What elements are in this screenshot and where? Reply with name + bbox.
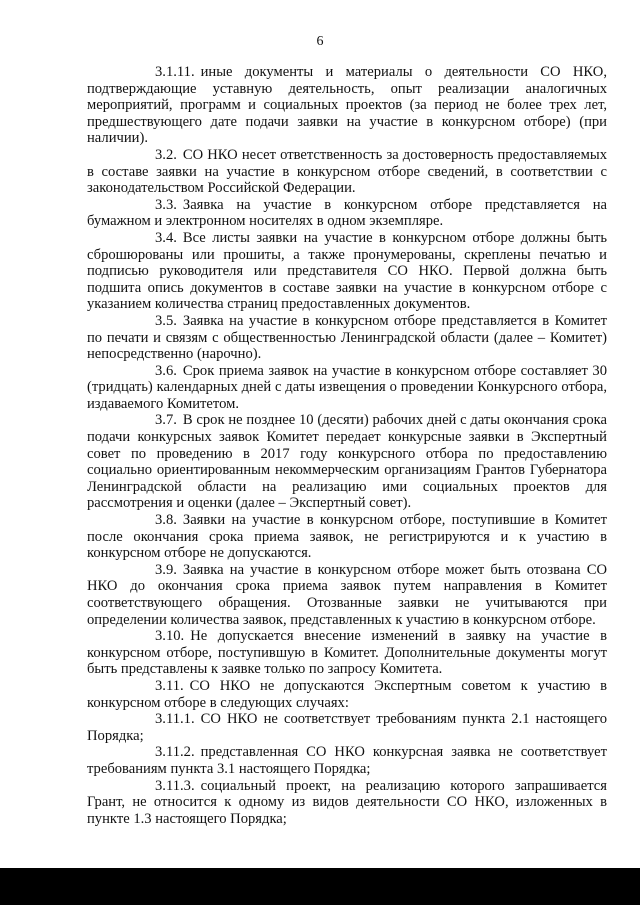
paragraph-text: Заявки на участие в конкурсном отборе, поступившие в Комитет после окончания срока приема заявок, не регистрируются и к участию в конкурсном отборе не допускаются. xyxy=(87,512,607,562)
paragraph-number: 3.4. xyxy=(155,229,177,246)
paragraph-text: Заявка на участие в конкурсном отборе представляется на бумажном и электронном носителях в одном экземпляре. xyxy=(87,196,607,230)
paragraph-3-3 xyxy=(87,197,607,230)
paragraph-3-11-2 xyxy=(87,744,607,777)
paragraph-number: 3.3. xyxy=(155,196,177,213)
paragraph-3-8 xyxy=(87,512,607,562)
paragraph-3-4 xyxy=(87,230,607,313)
paragraph-text: В срок не позднее 10 (десяти) рабочих дней с даты окончания срока подачи конкурсных заявок Комитет передает конкурсные заявки в Экспертный совет по проведению в 2017 году конкурсного отбора по предоставлению социально ориентированным некоммерческим организациям Грантов Губернатора Ленинградской области на реализацию ими социальных проектов для рассмотрения и оценки (далее – Экспертный совет). xyxy=(87,412,607,512)
paragraph-text: СО НКО несет ответственность за достоверность предоставляемых в составе заявки на участие в конкурсном отборе сведений, в соответствии с законодательством Российской Федерации. xyxy=(87,146,607,197)
paragraph-text: иные документы и материалы о деятельности СО НКО, подтверждающие уставную деятельность, опыт реализации аналогичных мероприятий, программ и социальных проектов (за период не более трех лет, предшествующего дате подачи заявки на участие в конкурсном отборе) (при наличии). xyxy=(87,64,607,147)
paragraph-3-11 xyxy=(87,678,607,711)
paragraph-3-1-11 xyxy=(87,64,607,147)
paragraph-3-10 xyxy=(87,628,607,678)
paragraph-3-6 xyxy=(87,363,607,413)
paragraph-text: Все листы заявки на участие в конкурсном отборе должны быть сброшюрованы или прошиты, а также пронумерованы, скреплены печатью и подписью руководителя или представителя СО НКО. Первой должна быть подшита опись документов в составе заявки на участие в конкурсном отборе с указанием количества страниц предоставленных документов. xyxy=(87,229,607,313)
paragraph-number: 3.2. xyxy=(155,146,177,163)
scan-edge-bar xyxy=(0,868,640,905)
paragraph-number: 3.7. xyxy=(155,412,177,429)
paragraph-text: Заявка на участие в конкурсном отборе может быть отозвана СО НКО до окончания срока приема заявок путем направления в Комитет соответствующего обращения. Отозванные заявки не учитываются при определении количества заявок, представленных к участию в конкурсном отборе. xyxy=(87,561,607,628)
paragraph-number: 3.1.11. xyxy=(155,64,195,80)
paragraph-text: Не допускается внесение изменений в заявку на участие в конкурсном отборе, поступившую в Комитет. Дополнительные документы могут быть представлены к заявке только по запросу Комитета. xyxy=(87,628,607,678)
paragraph-3-7 xyxy=(87,412,607,512)
paragraph-3-11-3 xyxy=(87,778,607,828)
paragraph-3-11-1 xyxy=(87,711,607,744)
paragraph-text: представленная СО НКО конкурсная заявка не соответствует требованиям пункта 3.1 настоящего Порядка; xyxy=(87,744,607,777)
paragraph-3-2 xyxy=(87,147,607,197)
paragraph-text: СО НКО не соответствует требованиям пункта 2.1 настоящего Порядка; xyxy=(87,711,607,744)
paragraph-number: 3.9. xyxy=(155,561,177,578)
paragraph-3-9 xyxy=(87,562,607,628)
paragraph-number: 3.11.2. xyxy=(155,744,195,761)
paragraph-number: 3.11. xyxy=(155,677,184,694)
paragraph-text: социальный проект, на реализацию которого запрашивается Грант, не относится к одному из видов деятельности СО НКО, изложенных в пункте 1.3 настоящего Порядка; xyxy=(87,777,607,827)
paragraph-number: 3.5. xyxy=(155,312,177,329)
paragraph-text: СО НКО не допускаются Экспертным советом к участию в конкурсном отборе в следующих случаях: xyxy=(87,677,607,711)
paragraph-number: 3.11.1. xyxy=(155,711,195,728)
paragraph-number: 3.6. xyxy=(155,362,177,379)
page-number: 6 xyxy=(316,34,324,49)
paragraph-3-5 xyxy=(87,313,607,363)
paragraph-number: 3.10. xyxy=(155,628,185,645)
document-body xyxy=(87,64,607,827)
paragraph-text: Заявка на участие в конкурсном отборе представляется в Комитет по печати и связям с общественностью Ленинградской области (далее – Комитет) непосредственно (нарочно). xyxy=(87,312,607,363)
paragraph-number: 3.8. xyxy=(155,512,177,529)
paragraph-text: Срок приема заявок на участие в конкурсном отборе составляет 30 (тридцать) календарных дней с даты извещения о проведении Конкурсного отбора, издаваемого Комитетом. xyxy=(87,362,607,412)
paragraph-number: 3.11.3. xyxy=(155,777,195,794)
